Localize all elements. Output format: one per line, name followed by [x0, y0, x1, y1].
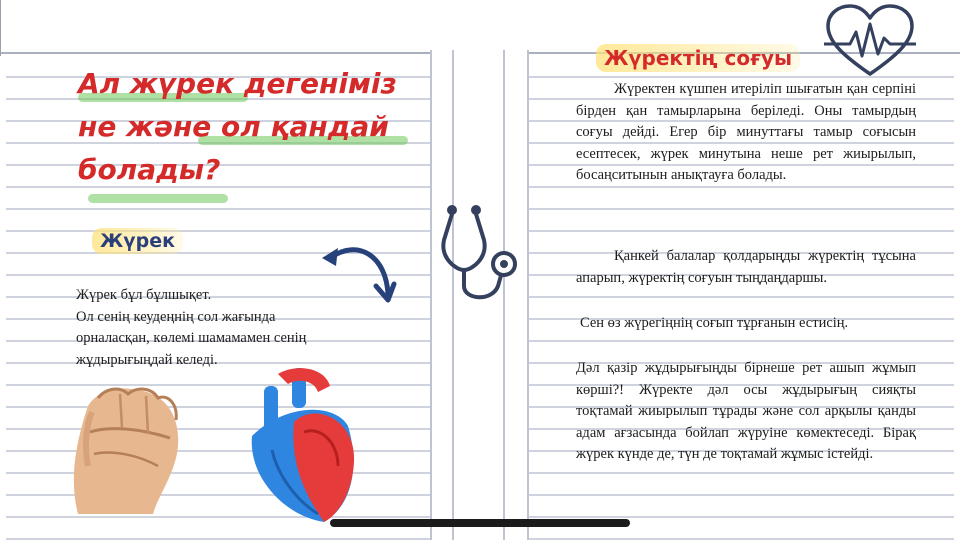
title-line-text: не және ол қандай: [78, 110, 389, 143]
heart-heading: Жүрек: [92, 228, 183, 254]
frame-edge: [0, 0, 1, 56]
title-line: [78, 148, 418, 191]
text-line: Жүрек бұл бұлшықет.: [76, 287, 212, 303]
paragraph-hear: Сен өз жүрегіңнің соғып тұрғанын естисің.: [580, 315, 849, 331]
title-line: [78, 62, 418, 105]
heartbeat-line-icon: [824, 4, 916, 80]
binding-line: [527, 50, 529, 540]
fist-illustration: [58, 376, 188, 516]
anatomical-heart-illustration: [244, 366, 364, 526]
paragraph-listen: Қанкей балалар қолдарыңды жүректің тұсына апарып, жүректің соғуын тыңдаңдаршы.: [576, 248, 916, 286]
bottom-scrollbar[interactable]: [330, 519, 630, 527]
text-line: жұдырығыңдай келеді.: [76, 351, 218, 368]
paragraph-pulse: Жүректен күшпен итеріліп шығатын қан серпіні бірден қан тамырларына беріледі. Оны тамырдың соғуы дейді. Егер бір минуттағы тамыр соғысын есептесек, жүрек минутына неше рет жиырылып, босаңситынын анықтауға болады.: [576, 81, 916, 183]
title-line: [78, 105, 418, 148]
page-title: [78, 62, 418, 191]
paragraph-fist: Дәл қазір жұдырығыңды бірнеше рет ашып жұмып көрші?! Жүректе дәл осы жұдырығың сияқты тоқтамай жиырылып тұрады және сол арқылы қанды адам ағзасында бойлап жүруіне көмектеседі. Бірақ жүрек күнде де, түн де тоқтамай жұмыс істейді.: [576, 360, 916, 462]
stethoscope-icon: [436, 200, 526, 306]
heartbeat-heading: Жүректің соғуы: [596, 44, 800, 72]
title-line-text: Ал жүрек дегеніміз: [78, 67, 397, 100]
top-rule-left: [0, 52, 478, 54]
heart-description: [76, 285, 380, 371]
binding-line: [430, 50, 432, 540]
title-highlight: [88, 194, 228, 203]
title-line-text: болады?: [78, 153, 221, 186]
text-line: орналасқан, көлемі шамамамен сенің: [76, 330, 307, 346]
text-line: Ол сенің кеудеңнің сол жағында: [76, 308, 276, 325]
